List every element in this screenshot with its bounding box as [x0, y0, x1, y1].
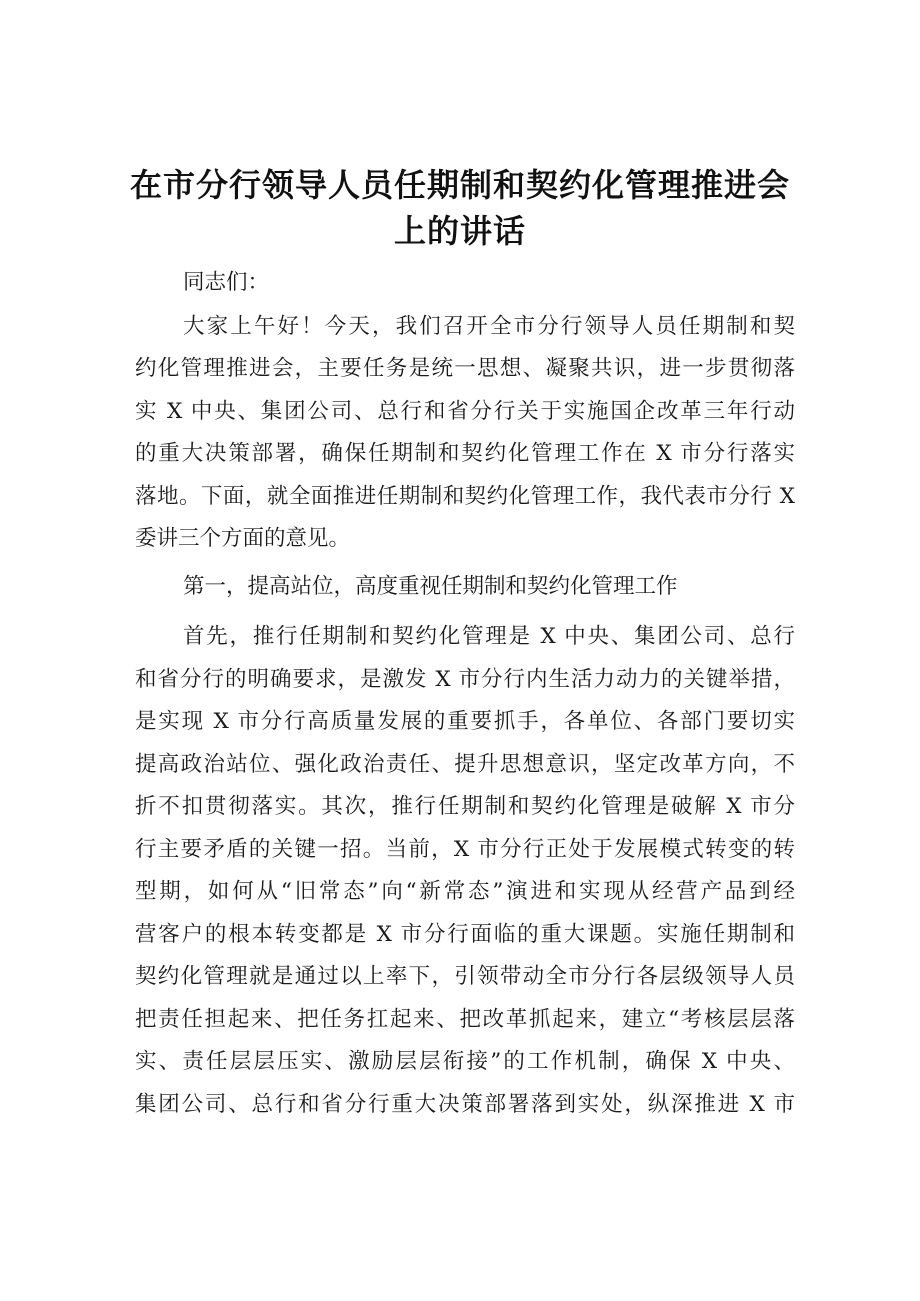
text-line: 的重大决策部署，确保任期制和契约化管理工作在 X 市分行落实 [135, 441, 795, 466]
text-line: 落地。下面，就全面推进任期制和契约化管理工作，我代表市分行 X [135, 484, 795, 509]
document-title-line-2: 上的讲话 [393, 212, 526, 250]
text-line: 委讲三个方面的意见。 [135, 526, 351, 551]
text-line: 提高政治站位、强化政治责任、提升思想意识，坚定改革方向，不 [135, 752, 795, 777]
text-line: 首先，推行任期制和契约化管理是 X 中央、集团公司、总行 [183, 624, 795, 649]
text-line: 折不扣贯彻落实。其次，推行任期制和契约化管理是破解 X 市分 [135, 794, 795, 819]
text-line: 型期，如何从“旧常态”向“新常态”演进和实现从经营产品到经 [135, 879, 795, 904]
text-line: 是实现 X 市分行高质量发展的重要抓手，各单位、各部门要切实 [135, 709, 795, 734]
text-line: 约化管理推进会，主要任务是统一思想、凝聚共识，进一步贯彻落 [135, 356, 795, 381]
text-line: 契约化管理就是通过以上率下，引领带动全市分行各层级领导人员 [135, 964, 795, 989]
text-line: 实 X 中央、集团公司、总行和省分行关于实施国企改革三年行动 [135, 399, 795, 424]
document-title-line-1: 在市分行领导人员任期制和契约化管理推进会 [129, 166, 790, 204]
section-heading: 第一，提高站位，高度重视任期制和契约化管理工作 [183, 574, 678, 599]
text-line: 大家上午好！今天，我们召开全市分行领导人员任期制和契 [183, 314, 795, 339]
text-line: 和省分行的明确要求，是激发 X 市分行内生活力动力的关键举措， [135, 667, 795, 692]
text-line: 集团公司、总行和省分行重大决策部署落到实处，纵深推进 X 市 [135, 1092, 795, 1117]
text-line: 把责任担起来、把任务扛起来、把改革抓起来，建立“考核层层落 [135, 1007, 795, 1032]
text-line: 实、责任层层压实、激励层层衔接”的工作机制，确保 X 中央、 [135, 1049, 795, 1074]
text-line: 营客户的根本转变都是 X 市分行面临的重大课题。实施任期制和 [135, 922, 795, 947]
salutation: 同志们： [183, 270, 270, 295]
text-line: 行主要矛盾的关键一招。当前，X 市分行正处于发展模式转变的转 [135, 837, 795, 862]
